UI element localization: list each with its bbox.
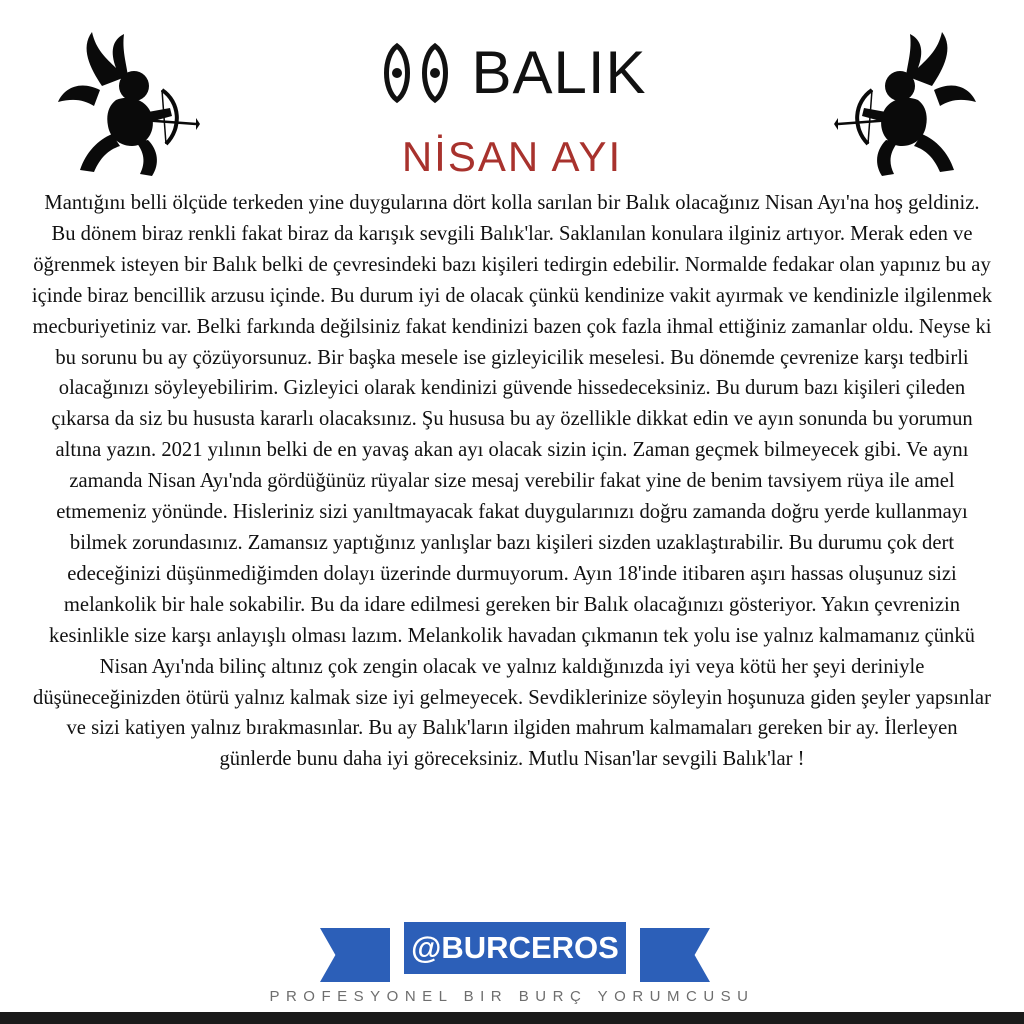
tagline: PROFESYONEL BIR BURÇ YORUMCUSU xyxy=(269,988,755,1005)
banner-ribbon-right xyxy=(640,928,710,982)
header xyxy=(0,39,1024,106)
page-subtitle: NİSAN AYI xyxy=(401,133,623,180)
handle-label: @BURCEROS xyxy=(404,922,626,974)
pisces-icon xyxy=(377,42,455,104)
page-title: BALIK xyxy=(471,39,647,106)
banner-ribbon-left xyxy=(320,928,390,982)
handle-banner xyxy=(320,928,710,982)
bottom-bar xyxy=(0,1012,1024,1024)
horoscope-text: Mantığını belli ölçüde terkeden yine duygularına dört kolla sarılan bir Balık olacağınız Nisan Ayı'na hoş geldiniz. Bu dönem biraz renkli fakat biraz da karışık sevgili Balık'lar. Saklanılan konulara ilginiz artıyor. Merak eden ve öğrenmek isteyen bir Balık belki de çevresindeki bazı kişileri tedirgin edebilir. Normalde fedakar olan yapınız bu ay içinde biraz bencillik arzusu içinde. Bu durum iyi de olacak çünkü kendinize vakit ayırmak ve kendinizle ilgilenmek mecburiyetiniz var. Belki farkında değilsiniz fakat kendinizi bazen çok fazla ihmal ettiğiniz zamanlar oldu. Neyse ki bu sorunu bu ay çözüyorsunuz. Bir başka mesele ise gizleyicilik meselesi. Bu dönemde çevrenize karşı tedbirli olacağınızı söyleyebilirim. Gizleyici olarak kendinizi güvende hissedeceksiniz. Bu durum bazı kişileri çileden çıkarsa da siz bu hususta kararlı olacaksınız. Şu hususa bu ay özellikle dikkat edin ve ayın sonunda bu yorumun altına yazın. 2021 yılının belki de en yavaş akan ayı olacak sizin için. Zaman geçmek bilmeyecek gibi. Ve aynı zamanda Nisan Ayı'nda gördüğünüz rüyalar size mesaj verebilir fakat yine de benim tavsiyem rüya ile amel etmemeniz yönünde. Hisleriniz sizi yanıltmayacak fakat duygularınızı doğru zamanda doğru yerde kullanmayı bilmek zorundasınız. Zamansız yaptığınız yanlışlar bazı kişileri sizden uzaklaştırabilir. Bu durumu çok dert edeceğinizi düşünmediğimden dolayı üzerinde durmuyorum. Ayın 18'inde itibaren aşırı hassas oluşunuz sizi melankolik bir hale sokabilir. Bu da idare edilmesi gereken bir Balık olacağınızı gösteriyor. Yakın çevrenizin kesinlikle size karşı anlayışlı olması lazım. Melankolik havadan çıkmanın tek yolu ise yalnız kalmamanız çünkü Nisan Ayı'nda bilinç altınız çok zengin olacak ve yalnız kaldığınızda iyi veya kötü her şeyi deriniyle düşüneceğinizden ötürü yalnız kalmak size iyi gelmeyecek. Sevdiklerinize söyleyin hoşunuza giden şeyler yapsınlar ve sizi katiyen yalnız bırakmasınlar. Bu ay Balık'ların ilgiden mahrum kalmamaları gereken bir ay. İlerleyen günlerde bunu daha iyi göreceksiniz. Mutlu Nisan'lar sevgili Balık'lar ! xyxy=(31,192,993,771)
